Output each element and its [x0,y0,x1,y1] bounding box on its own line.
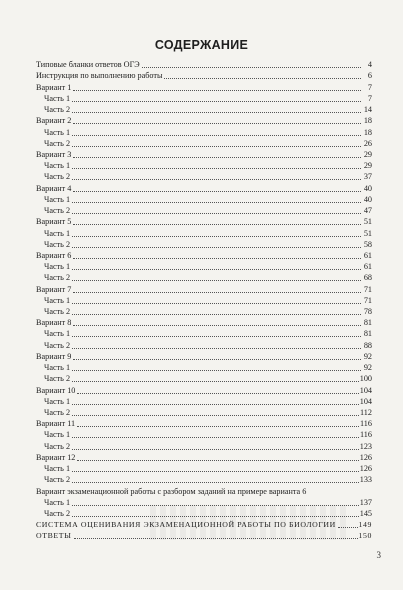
dot-leader [72,179,361,180]
toc-entry [36,508,372,519]
toc-entry-page: 51 [363,228,372,238]
toc-entry-page: 40 [363,183,372,193]
toc-entry-page: 68 [363,273,372,283]
toc-entry-page: 71 [363,284,372,294]
toc-entry-page: 92 [363,351,372,361]
toc-entry [36,317,372,328]
toc-entry-page: 61 [363,250,372,260]
dot-leader [72,348,361,349]
dot-leader [72,381,359,382]
dot-leader [72,112,361,113]
toc-entry-label: Вариант 8 [36,318,72,328]
toc-entry-page: 51 [363,217,372,227]
toc-entry [36,418,372,429]
toc-entry [36,104,372,115]
toc-entry-label: Вариант 11 [36,419,76,429]
toc-entry-label: Часть 1 [44,194,71,204]
toc-entry-page: 81 [363,329,372,339]
toc-entry-label: Часть 2 [44,273,71,283]
dot-leader [72,236,361,237]
dot-leader [73,191,361,192]
toc-entry-label: Часть 1 [44,464,71,474]
toc-entry-page: 14 [363,105,372,115]
toc-entry [36,59,372,70]
toc-entry-label: Часть 1 [44,127,71,137]
dot-leader [73,325,361,326]
dot-leader [72,482,359,483]
toc-entry-page: 126 [359,464,372,474]
toc-entry-label: Вариант 4 [36,183,72,193]
dot-leader [72,516,359,517]
toc-entry-page: 150 [358,531,372,541]
dot-leader [142,67,361,68]
toc-entry-label: Часть 2 [44,307,71,317]
toc-entry [36,227,372,238]
toc-entry-page: 137 [359,497,372,507]
toc-entry-label: Часть 1 [44,93,71,103]
toc-entry-page: 104 [359,385,372,395]
dot-leader [77,460,358,461]
toc-entry [36,160,372,171]
toc-entry-page: 126 [359,452,372,462]
toc-entry-page: 116 [360,419,372,429]
toc-entry-label: Часть 1 [44,396,71,406]
toc-entry [36,519,372,530]
dot-leader [72,135,361,136]
toc-entry [36,362,372,373]
toc-entry [36,530,372,541]
dot-leader [72,336,361,337]
dot-leader [73,157,361,158]
table-of-contents [36,59,372,541]
toc-entry-label: Часть 1 [44,329,71,339]
dot-leader [72,314,361,315]
toc-entry [36,261,372,272]
dot-leader [72,437,359,438]
toc-entry-page: 61 [363,262,372,272]
toc-entry-page: 26 [363,138,372,148]
page-title: СОДЕРЖАНИЕ [154,38,249,52]
dot-leader [77,426,359,427]
toc-entry [36,205,372,216]
toc-entry-label: Часть 2 [44,374,71,384]
dot-leader [72,505,359,506]
toc-entry-label: Инструкция по выполнению работы [36,71,163,81]
toc-entry [36,440,372,451]
toc-entry-label: Часть 2 [44,441,71,451]
toc-entry [36,149,372,160]
toc-entry-page: 6 [367,71,372,81]
toc-entry-label: Часть 2 [44,239,71,249]
dot-leader [72,202,361,203]
toc-entry [36,138,372,149]
toc-entry-label: Вариант экзаменационной работы с разбором заданий на примере варианта 6 [36,486,307,496]
toc-entry-page: 4 [367,60,372,70]
toc-entry-page: 104 [359,396,372,406]
toc-entry-label: Часть 2 [44,206,71,216]
toc-entry [36,452,372,463]
toc-entry [36,93,372,104]
toc-entry-label: Вариант 7 [36,284,72,294]
toc-entry [36,306,372,317]
dot-leader [72,415,359,416]
toc-entry [36,70,372,81]
dot-leader [74,538,358,539]
toc-entry-label: Вариант 9 [36,351,72,361]
toc-entry-label: Часть 2 [44,475,71,485]
toc-entry-page: 100 [359,374,372,384]
toc-entry-label: СИСТЕМА ОЦЕНИВАНИЯ ЭКЗАМЕНАЦИОННОЙ РАБОТЫ ПО БИОЛОГИИ [36,520,336,530]
dot-leader [72,247,361,248]
toc-entry-label: Часть 1 [44,295,71,305]
toc-entry-label: Вариант 1 [36,82,72,92]
toc-entry-label: Часть 2 [44,408,71,417]
toc-entry [36,283,372,294]
toc-entry-label: Вариант 3 [36,149,72,159]
dot-leader [72,269,361,270]
toc-entry-label: Часть 1 [44,262,71,272]
toc-entry-page: 81 [363,318,372,328]
dot-leader [164,78,361,79]
toc-entry-label: Часть 2 [44,508,71,518]
toc-entry [36,373,372,384]
toc-entry-page: 88 [363,340,372,350]
toc-entry-label: Часть 1 [44,497,71,507]
toc-entry-label: Вариант 10 [36,385,76,395]
toc-entry-label: Часть 1 [44,161,71,171]
toc-entry [36,216,372,227]
dot-leader [72,404,359,405]
toc-entry-label: Часть 1 [44,228,71,238]
dot-leader [72,146,361,147]
dot-leader [72,303,361,304]
toc-entry [36,384,372,395]
toc-entry [36,485,372,496]
dot-leader [73,224,361,225]
toc-entry [36,81,372,92]
toc-entry-page: 123 [359,441,372,451]
toc-entry-page: 145 [359,508,372,518]
toc-entry [36,429,372,440]
toc-entry-page: 40 [363,194,372,204]
toc-entry [36,126,372,137]
dot-leader [72,370,361,371]
dot-leader [72,280,361,281]
toc-entry-label: Часть 2 [44,138,71,148]
toc-entry-label: Вариант 2 [36,116,72,126]
dot-leader [338,527,358,528]
toc-entry [36,328,372,339]
toc-entry-page: 7 [367,93,372,103]
toc-entry-page: 7 [367,82,372,92]
toc-entry [36,497,372,508]
toc-entry [36,250,372,261]
toc-entry [36,194,372,205]
toc-entry-label: Вариант 5 [36,217,72,227]
dot-leader [77,393,358,394]
toc-entry-label: Типовые бланки ответов ОГЭ [36,60,140,70]
dot-leader [72,101,361,102]
toc-entry-page: 92 [363,363,372,373]
toc-entry [36,396,372,407]
toc-entry-page: 37 [363,172,372,182]
toc-entry-page: 78 [363,307,372,317]
toc-entry [36,295,372,306]
dot-leader [73,123,361,124]
toc-entry [36,182,372,193]
toc-entry [36,115,372,126]
dot-leader [72,449,359,450]
toc-entry-page: 29 [363,161,372,171]
page-number: 3 [376,550,381,560]
toc-entry [36,239,372,250]
toc-entry-label: Вариант 12 [36,452,76,462]
dot-leader [72,168,361,169]
toc-entry-label: Часть 2 [44,172,71,182]
dot-leader [72,213,361,214]
dot-leader [72,471,359,472]
toc-entry-label: Часть 1 [44,430,71,440]
toc-entry-page: 58 [363,239,372,249]
toc-entry-page: 116 [360,430,372,440]
toc-entry-label: Часть 2 [44,340,71,350]
dot-leader [73,359,361,360]
toc-entry [36,463,372,474]
toc-entry [36,171,372,182]
toc-entry-page: 133 [359,475,372,485]
toc-entry [36,351,372,362]
toc-entry [36,474,372,485]
toc-entry-page: 47 [363,206,372,216]
toc-entry-page: 112 [360,408,372,417]
toc-entry-page: 149 [358,520,372,530]
toc-entry-label: ОТВЕТЫ [36,531,72,541]
toc-entry [36,407,372,418]
toc-entry-page: 71 [363,295,372,305]
dot-leader [73,90,361,91]
toc-entry-page: 18 [363,127,372,137]
toc-entry [36,272,372,283]
toc-entry-label: Часть 2 [44,105,71,115]
dot-leader [73,258,361,259]
toc-entry-page: 29 [363,149,372,159]
dot-leader [73,292,361,293]
toc-entry-page: 18 [363,116,372,126]
toc-entry [36,339,372,350]
toc-entry-label: Часть 1 [44,363,71,373]
toc-entry-label: Вариант 6 [36,250,72,260]
